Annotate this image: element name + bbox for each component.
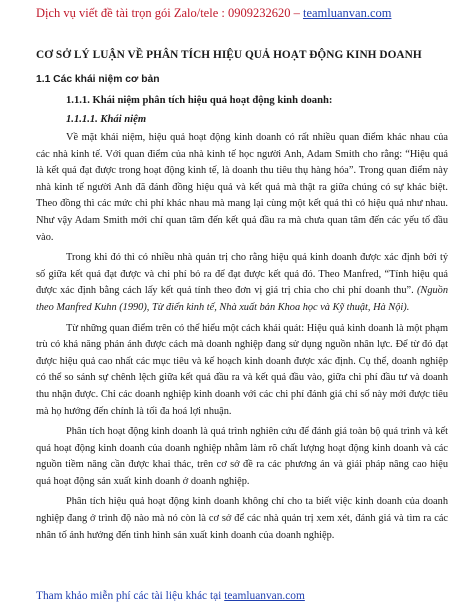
section-heading-1-1: 1.1 Các khái niệm cơ bản bbox=[36, 74, 160, 85]
bottom-banner-text: Tham khảo miễn phí các tài liệu khác tại bbox=[36, 590, 225, 602]
body-text bbox=[36, 130, 448, 548]
chapter-title: CƠ SỞ LÝ LUẬN VỀ PHÂN TÍCH HIỆU QUẢ HOẠT ĐỘNG KINH DOANH bbox=[36, 49, 422, 61]
paragraph-2-text: Trong khi đó thì có nhiều nhà quản trị cho rằng hiệu quả kinh doanh được xác định bởi tỷ số giữa kết quả đạt được và chi phí bỏ ra để đạt được kết quả đó. Theo Manfred, “Tính hiệu quả được xác định bằng cách lấy kết quả tính theo đơn vị giá trị chia cho chi phí doanh thu”. bbox=[36, 252, 448, 297]
paragraph-3: Từ những quan điểm trên có thể hiểu một cách khái quát: Hiệu quả kinh doanh là một phạm trù có khả năng phản ánh được cách mà doanh nghiệp đang sử dụng nguồn nhân lực. Để từ đó đạt được hiệu quả cao nhất các mục tiêu và kế hoạch kinh doanh được xác định. Cụ thể, doanh nghiệp có thể so sánh sự chênh lệch giữa kết quả đầu ra và kết quả đầu vào, giữa chi phí đầu tư và doanh thu nhận được. Chỉ các doanh nghiệp kinh doanh với các chi phí đánh giá chỉ số này mới được tiêu mà họ hướng đến chính là tối đa hoá lợi nhuận. bbox=[36, 322, 448, 417]
paragraph-1: Về mặt khái niệm, hiệu quả hoạt động kinh doanh có rất nhiều quan điểm khác nhau của các nhà kinh tế. Với quan điểm của nhà kinh tế học người Anh, Adam Smith cho rằng: “Hiệu quả là kết quả đạt được trong hoạt động kinh tế, là doanh thu tiêu thụ hàng hóa”. Trong quan điểm này nhà kinh tế người Anh đã đánh đồng hiệu quả và kết quả mà thật ra giữa chúng có sự khác biệt. Theo đồng thì các mức chi phí khác nhau mà mang lại cùng một kết quả thì có hiệu quả như nhau. Như vậy Adam Smith mới chỉ quan tâm đến kết quả đầu ra mà chưa quan tâm đến các yếu tố đầu vào. bbox=[36, 132, 448, 243]
top-banner bbox=[36, 6, 456, 21]
paragraph-2 bbox=[36, 250, 448, 316]
paragraph-5: Phân tích hiệu quả hoạt động kinh doanh không chỉ cho ta biết việc kinh doanh của doanh nghiệp đang ở trình độ nào mà nó còn là cơ sở để các nhà quản trị xem xét, đánh giá và tìm ra các nhân tố ảnh hưởng đến tình hình sản xuất kinh doanh của doanh nghiệp. bbox=[36, 496, 448, 541]
section-heading-1-1-1-1: 1.1.1.1. Khái niệm bbox=[66, 114, 147, 125]
bottom-banner bbox=[36, 590, 305, 602]
bottom-banner-link[interactable]: teamluanvan.com bbox=[224, 590, 305, 602]
paragraph-4: Phân tích hoạt động kinh doanh là quá trình nghiên cứu để đánh giá toàn bộ quá trình và kết quả hoạt động kinh doanh của doanh nghiệp nhằm làm rõ chất lượng hoạt động kinh doanh và các nguồn tiềm năng cần được khai thác, trên cơ sở đề ra các phương án và giải pháp nâng cao hiệu quả hoạt động sản xuất kinh doanh ở doanh nghiệp. bbox=[36, 426, 448, 487]
citation: (Nguồn theo Manfred Kuhn (1990), Từ điển kinh tế, Nhà xuất bản Khoa học và Kỹ thuật, Hà Nội). bbox=[36, 285, 448, 313]
top-banner-link[interactable]: teamluanvan.com bbox=[302, 6, 392, 20]
top-banner-text: Dịch vụ viết đề tài trọn gói Zalo/tele : 0909232620 – bbox=[36, 6, 303, 20]
section-heading-1-1-1: 1.1.1. Khái niệm phân tích hiệu quả hoạt động kinh doanh: bbox=[66, 95, 333, 106]
